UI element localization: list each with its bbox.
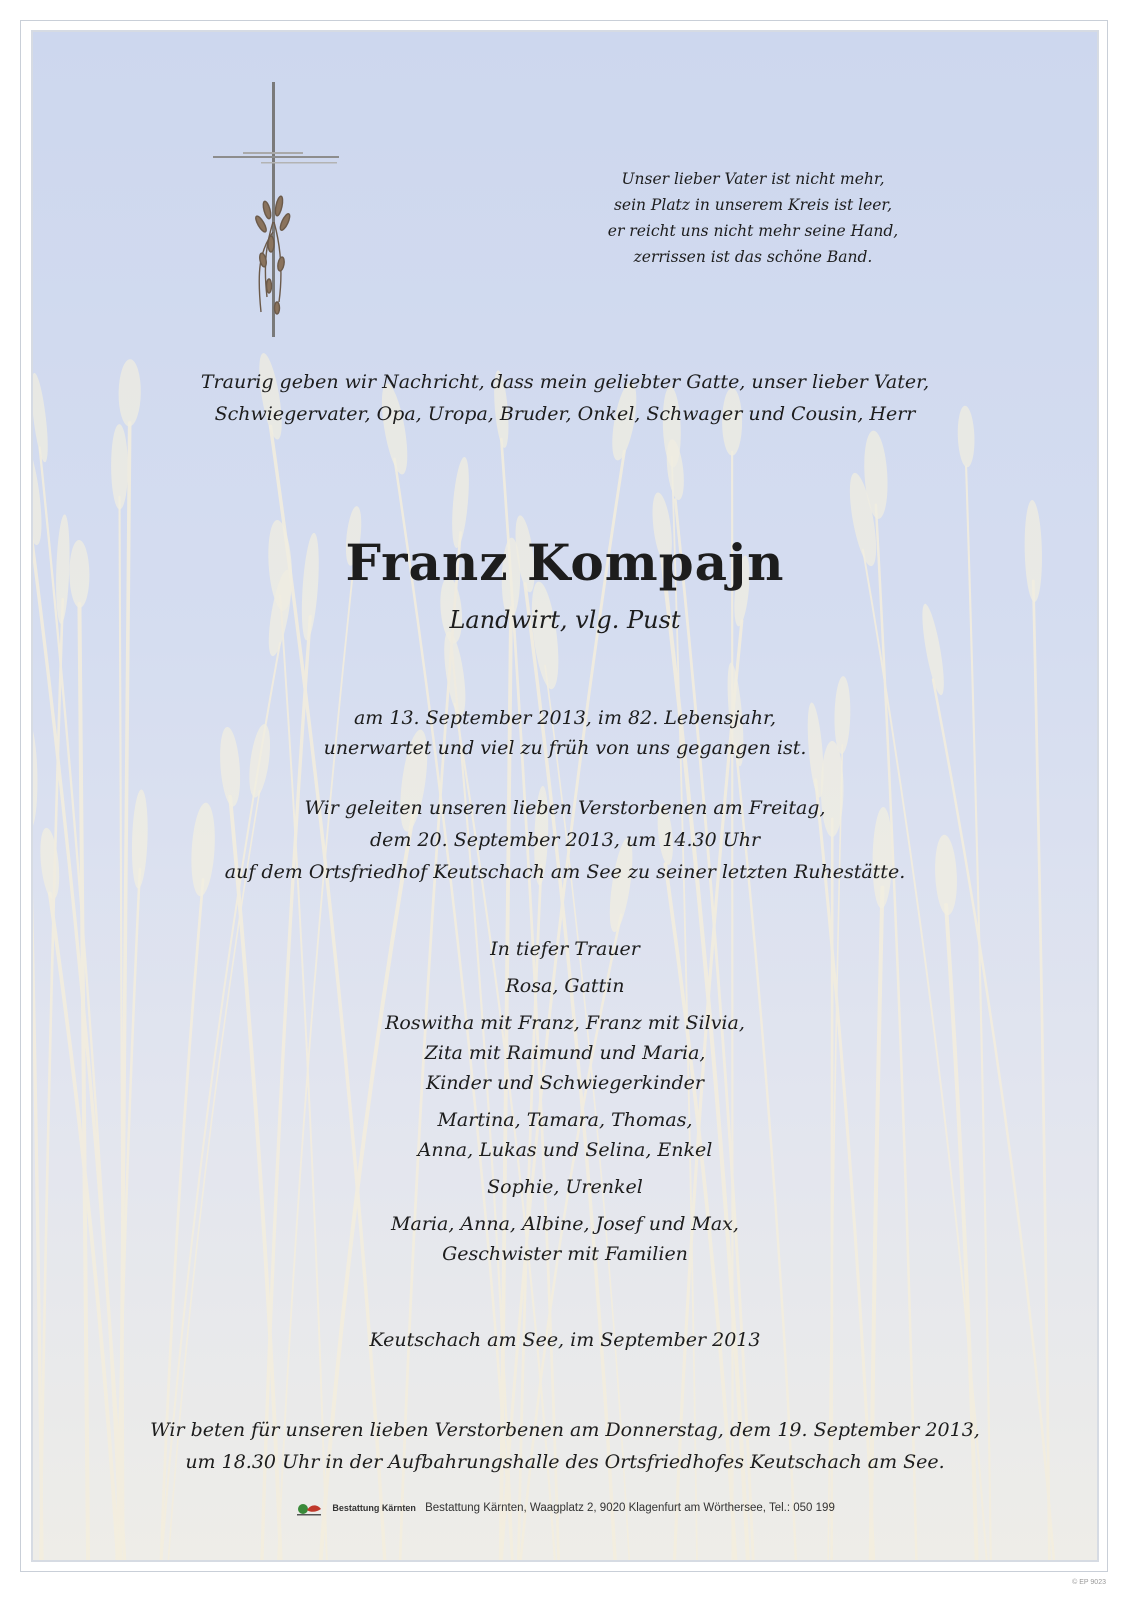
verse-line: sein Platz in unserem Kreis ist leer,	[613, 196, 893, 214]
bestattung-logo-icon	[295, 1500, 323, 1516]
intro-line: Traurig geben wir Nachricht, dass mein geliebter Gatte, unser lieber Vater,	[200, 371, 930, 393]
mourners-list	[33, 934, 1097, 1276]
reference-code: © EP 9023	[1072, 1579, 1106, 1586]
intro-line: Schwiegervater, Opa, Uropa, Bruder, Onkel, Schwager und Cousin, Herr	[214, 403, 916, 425]
deceased-occupation: Landwirt, vlg. Pust	[449, 606, 681, 634]
mourner-line: Martina, Tamara, Thomas,	[437, 1109, 693, 1131]
funeral-details	[33, 792, 1097, 888]
death-line: unerwartet und viel zu früh von uns gegangen ist.	[323, 737, 807, 759]
mourner-line: Roswitha mit Franz, Franz mit Silvia,	[385, 1012, 745, 1034]
memorial-verse	[593, 166, 913, 270]
prayer-line: um 18.30 Uhr in der Aufbahrungshalle des Ortsfriedhofes Keutschach am See.	[185, 1451, 945, 1473]
cross-with-wheat-icon	[213, 82, 343, 342]
mourner-line: Rosa, Gattin	[505, 975, 625, 997]
death-details	[33, 703, 1097, 763]
mourner-group	[33, 1105, 1097, 1165]
funeral-line: auf dem Ortsfriedhof Keutschach am See zu seiner letzten Ruhestätte.	[224, 861, 906, 883]
prayer-line: Wir beten für unseren lieben Verstorbenen am Donnerstag, dem 19. September 2013,	[150, 1419, 980, 1441]
deceased-name: Franz Kompajn	[345, 533, 785, 592]
verse-line: er reicht uns nicht mehr seine Hand,	[607, 222, 899, 240]
mourner-line: Geschwister mit Familien	[442, 1243, 688, 1265]
funeral-home-address: Bestattung Kärnten, Waagplatz 2, 9020 Klagenfurt am Wörthersee, Tel.: 050 199	[425, 1502, 835, 1514]
verse-line: zerrissen ist das schöne Band.	[633, 248, 873, 266]
verse-line: Unser lieber Vater ist nicht mehr,	[621, 170, 885, 188]
place-and-date: Keutschach am See, im September 2013	[369, 1329, 761, 1351]
funeral-line: dem 20. September 2013, um 14.30 Uhr	[369, 829, 761, 851]
mourner-line: Sophie, Urenkel	[487, 1176, 643, 1198]
mourner-group	[33, 1172, 1097, 1202]
mourner-group	[33, 1209, 1097, 1269]
mourner-group	[33, 971, 1097, 1001]
prayer-details	[33, 1414, 1097, 1478]
logo-text: Bestattung Kärnten	[332, 1503, 416, 1513]
mourner-group	[33, 1008, 1097, 1098]
mourner-line: Anna, Lukas und Selina, Enkel	[417, 1139, 713, 1161]
funeral-line: Wir geleiten unseren lieben Verstorbenen am Freitag,	[304, 797, 826, 819]
mourner-line: Kinder und Schwiegerkinder	[426, 1072, 704, 1094]
death-line: am 13. September 2013, im 82. Lebensjahr,	[353, 707, 777, 729]
funeral-home-footer	[33, 1500, 1097, 1516]
mourner-line: Maria, Anna, Albine, Josef und Max,	[391, 1213, 739, 1235]
mourner-line: Zita mit Raimund und Maria,	[424, 1042, 706, 1064]
announcement-intro	[33, 366, 1097, 430]
inner-frame	[31, 30, 1099, 1562]
mourners-heading: In tiefer Trauer	[490, 938, 640, 960]
